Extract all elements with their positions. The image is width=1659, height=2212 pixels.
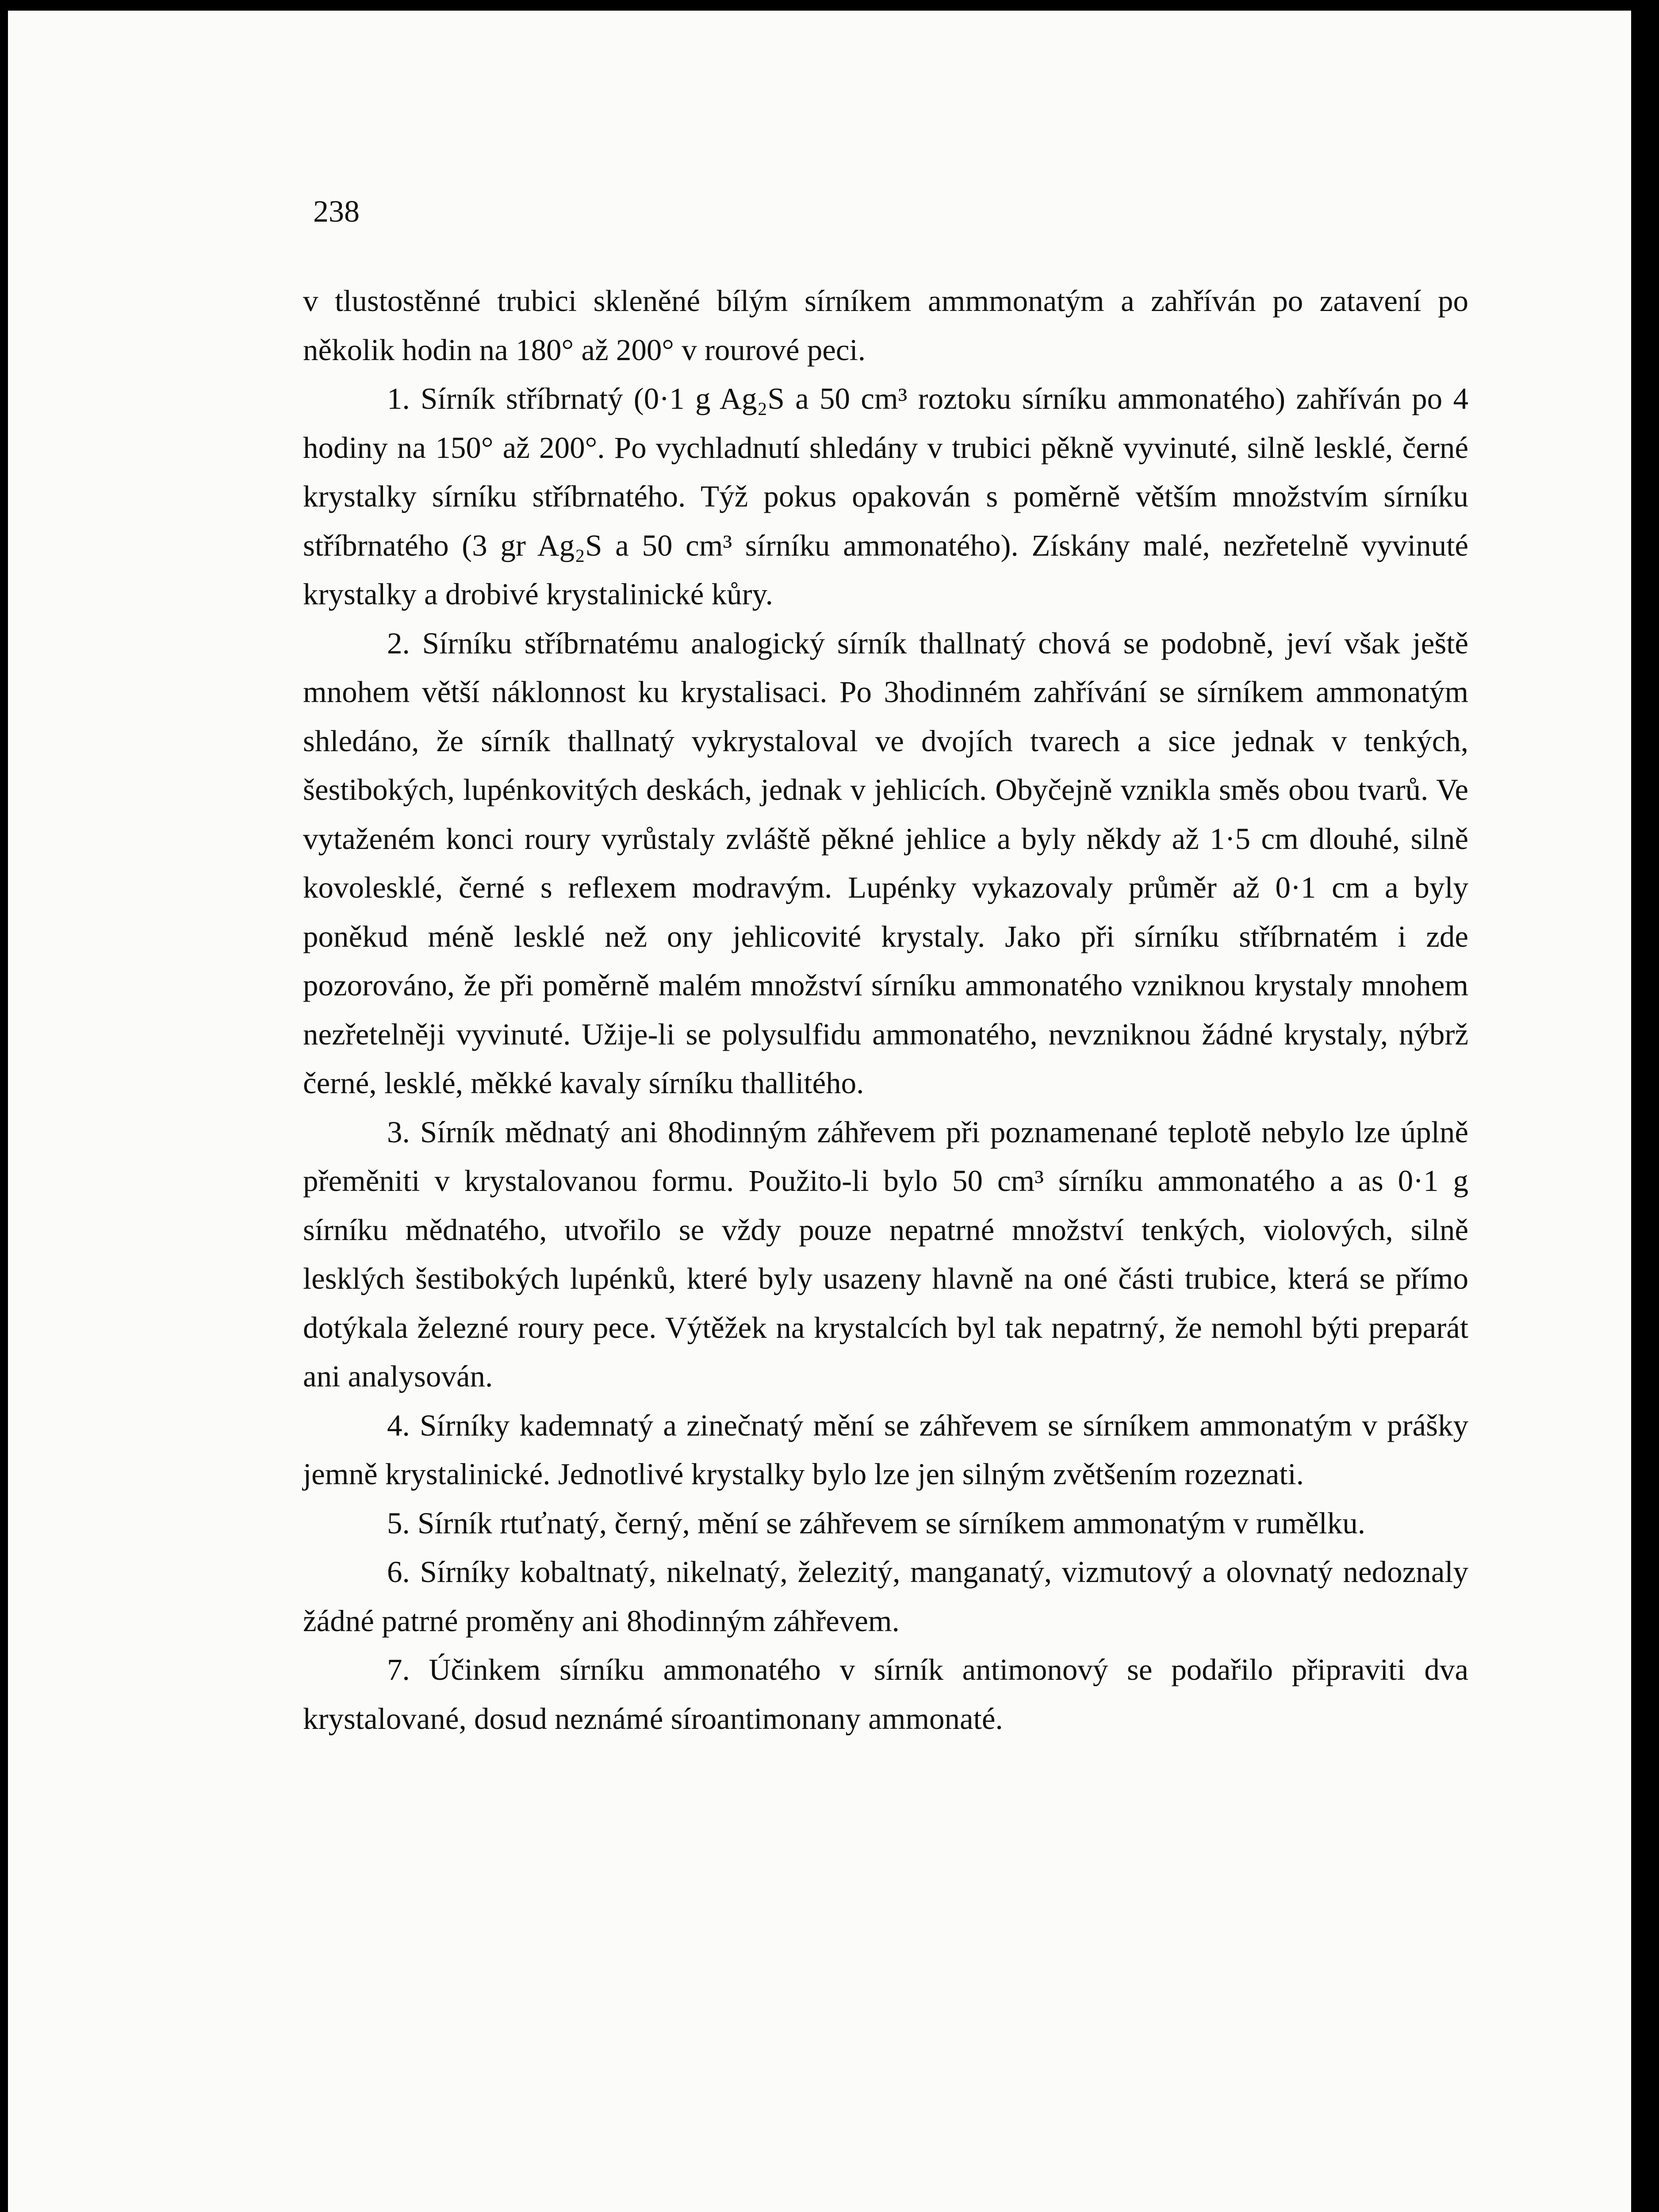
paragraph-continuation: v tlustostěnné trubici skleněné bílým sírníkem ammmonatým a zahříván po zatavení po několik hodin na 180° až 200° v rourové peci.: [303, 284, 1468, 367]
paragraph-other-sulfides: 6. Sírníky kobaltnatý, nikelnatý, železitý, manganatý, vizmutový a olovnatý nedoznaly žádné patrné proměny ani 8hodinným záhřevem.: [303, 1555, 1468, 1638]
paragraph-antimony-sulfide: 7. Účinkem sírníku ammonatého v sírník antimonový se podařilo připraviti dva krystalované, dosud neznámé síroantimonany ammonaté.: [303, 1653, 1468, 1736]
paragraph-cadmium-zinc-sulfide: 4. Sírníky kademnatý a zinečnatý mění se záhřevem se sírníkem ammonatým v prášky jemně krystalinické. Jednotlivé krystalky bylo lze jen silným zvětšením rozeznati.: [303, 1408, 1468, 1491]
scan-edge: [1631, 0, 1659, 2212]
paragraph-thallium-sulfide: 2. Sírníku stříbrnatému analogický sírník thallnatý chová se podobně, jeví však ještě mnohem větší náklonnost ku krystalisaci. Po 3hodinném zahřívání se sírníkem ammonatým shledáno, že sírník thallnatý vykrystaloval ve dvojích tvarech a sice jednak v tenkých, šestibokých, lupénkovitých deskách, jednak v jehlicích. Obyčejně vznikla směs obou tvarů. Ve vytaženém konci roury vyrůstaly zvláště pěkné jehlice a byly někdy až 1·5 cm dlouhé, silně kovolesklé, černé s reflexem modravým. Lupénky vykazovaly průměr až 0·1 cm a byly poněkud méně lesklé než ony jehlicovité krystaly. Jako při sírníku stříbrnatém i zde pozorováno, že při poměrně malém množství sírníku ammonatého vzniknou krystaly mnohem nezřetelněji vyvinuté. Užije-li se polysulfidu ammonatého, nevzniknou žádné krystaly, nýbrž černé, lesklé, měkké kavaly sírníku thallitého.: [303, 626, 1468, 1100]
paragraph-copper-sulfide: 3. Sírník mědnatý ani 8hodinným záhřevem při poznamenané teplotě nebylo lze úplně přeměniti v krystalovanou formu. Použito-li bylo 50 cm³ sírníku ammonatého a as 0·1 g sírníku mědnatého, utvořilo se vždy pouze nepatrné množství tenkých, violových, silně lesklých šestibokých lupénků, které byly usazeny hlavně na oné části trubice, která se přímo dotýkala železné roury pece. Výtěžek na krystalcích byl tak nepatrný, že nemohl býti preparát ani analysován.: [303, 1115, 1468, 1393]
body-text: [303, 276, 1468, 1743]
page-number: 238: [313, 195, 360, 229]
paragraph-silver-sulfide: 1. Sírník stříbrnatý (0·1 g Ag₂S a 50 cm³ roztoku sírníku ammonatého) zahříván po 4 hodiny na 150° až 200°. Po vychladnutí shledány v trubici pěkně vyvinuté, silně lesklé, černé krystalky sírníku stříbrnatého. Týž pokus opakován s poměrně větším množstvím sírníku stříbrnatého (3 gr Ag₂S a 50 cm³ sírníku ammonatého). Získány malé, nezřetelně vyvinuté krystalky a drobivé krystalinické kůry.: [303, 382, 1468, 611]
paragraph-mercury-sulfide: 5. Sírník rtuťnatý, černý, mění se záhřevem se sírníkem ammonatým v rumělku.: [387, 1506, 1366, 1540]
